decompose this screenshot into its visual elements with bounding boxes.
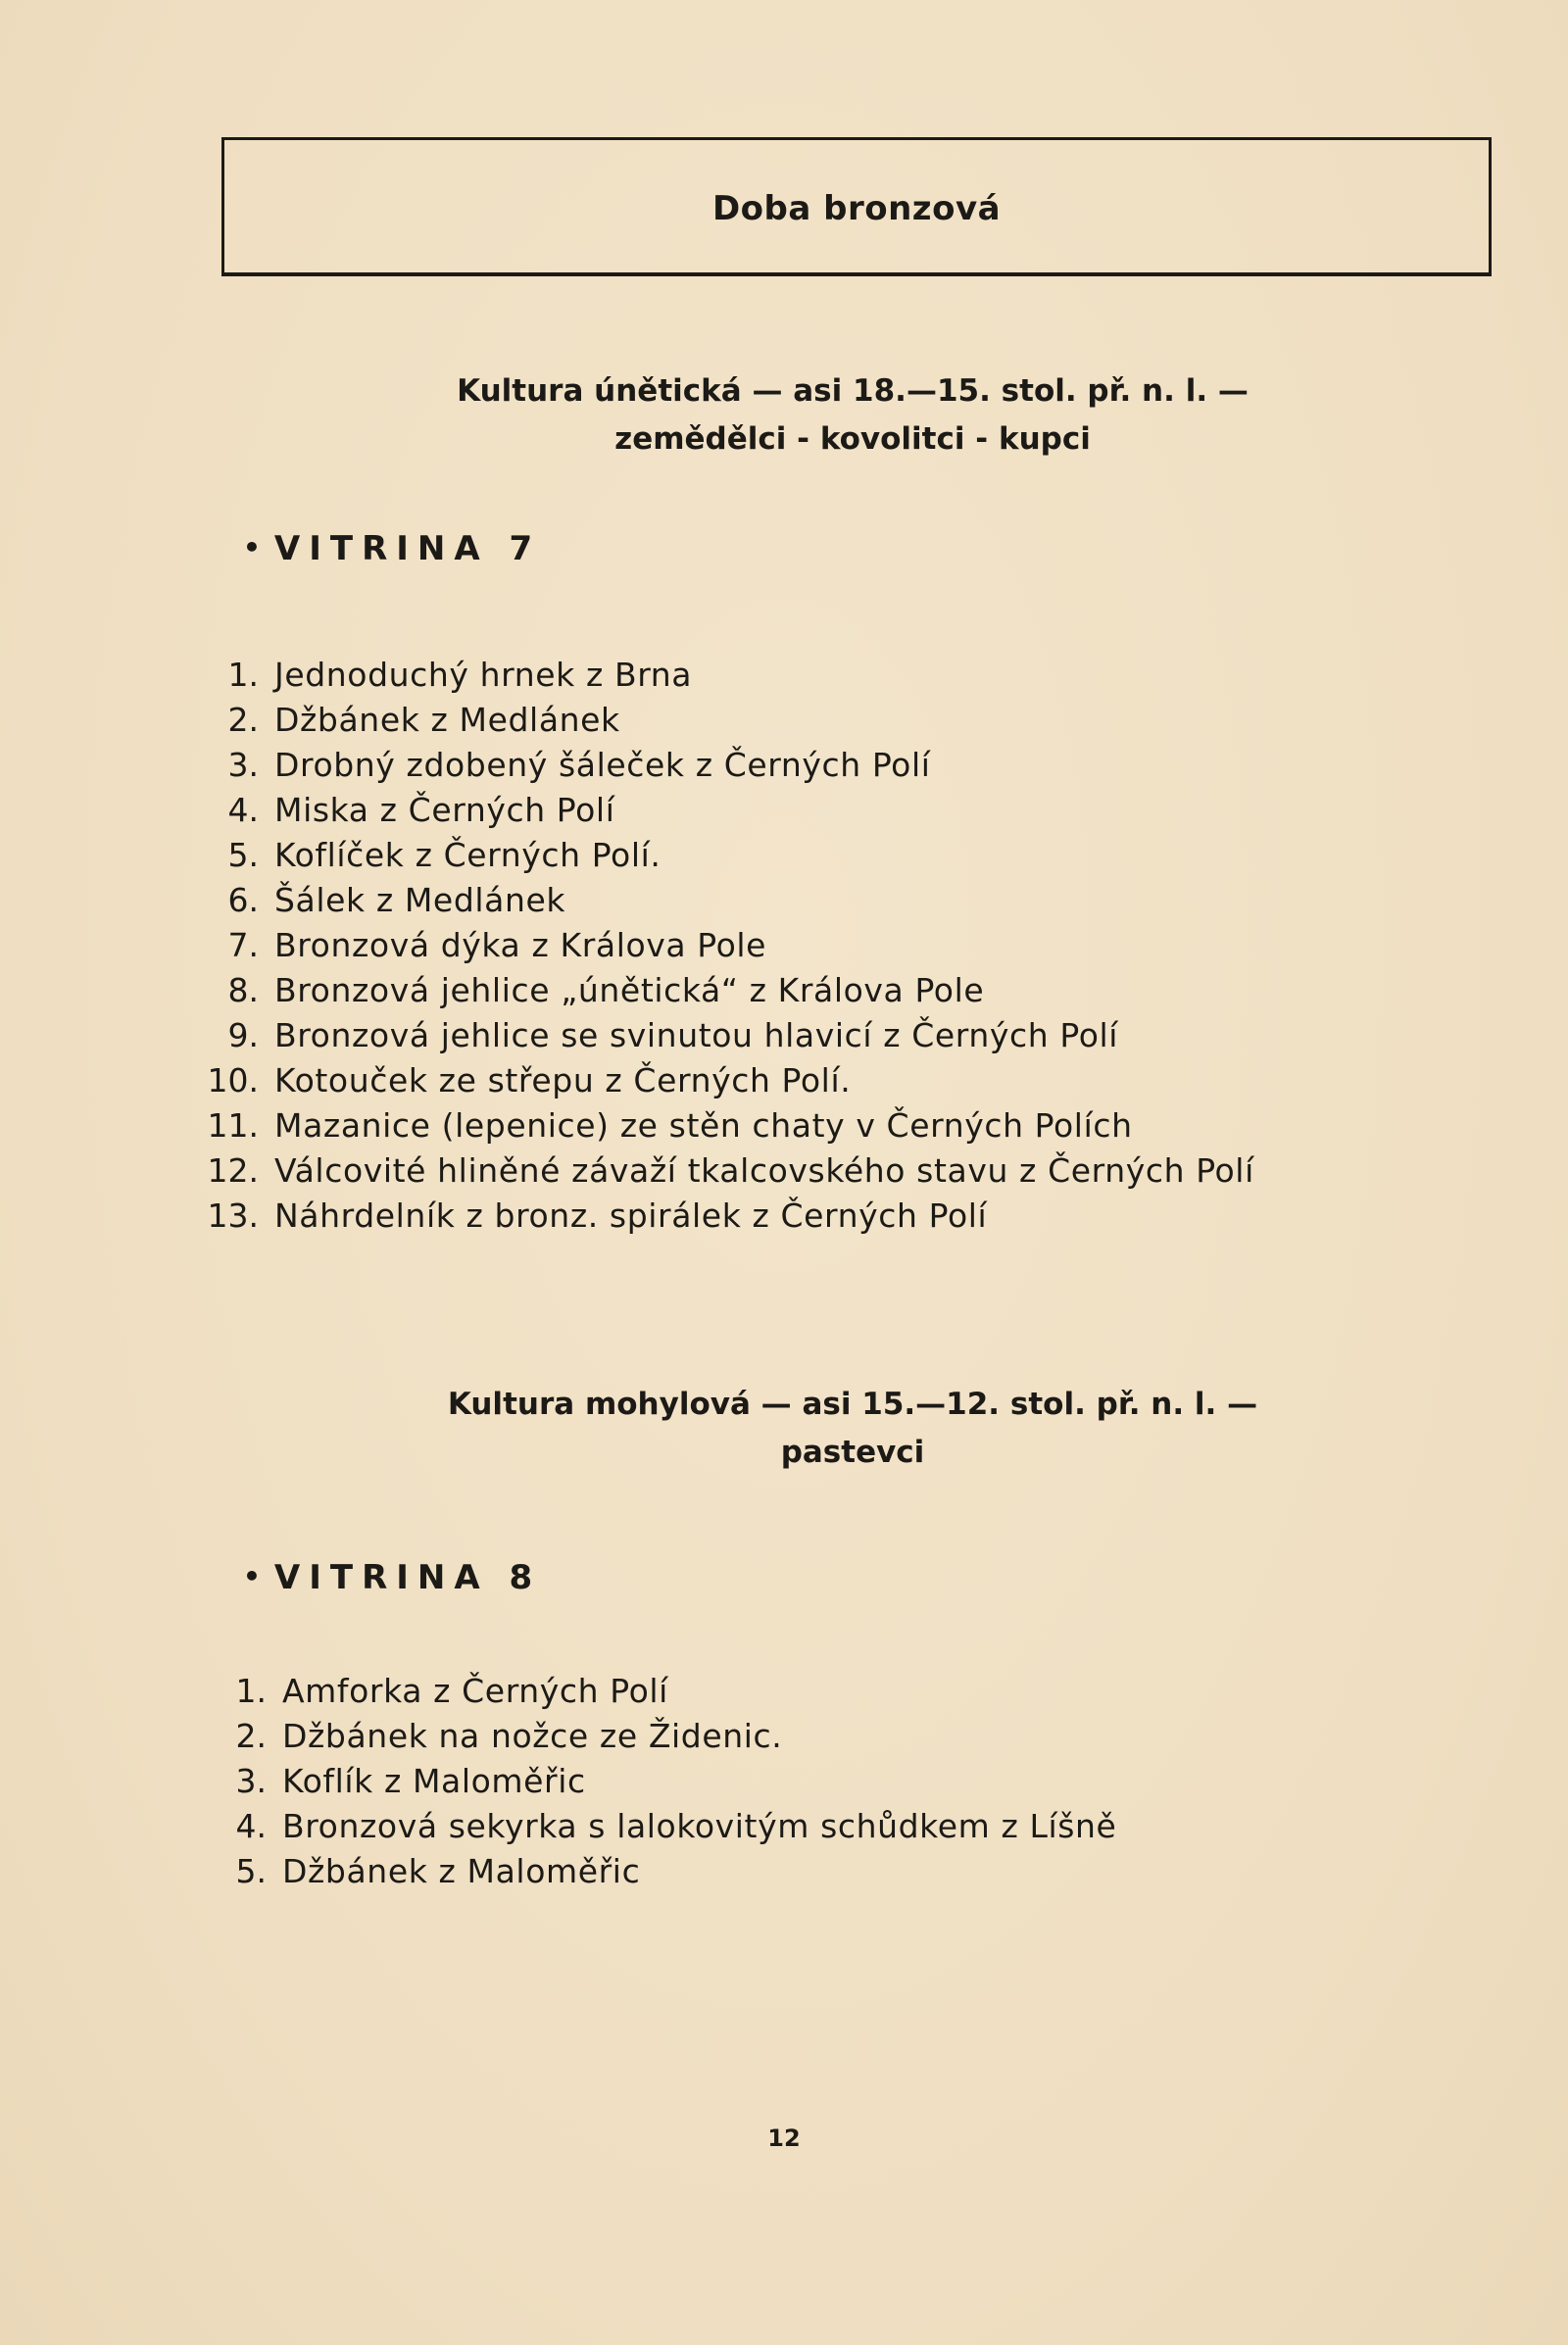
- item-number: 1.: [227, 656, 259, 694]
- page-title: Doba bronzová: [711, 189, 1002, 228]
- item-number: 5.: [235, 1852, 267, 1890]
- item-text: Bronzová dýka z Králova Pole: [274, 926, 767, 964]
- item-text: Drobný zdobený šáleček z Černých Polí: [274, 746, 931, 784]
- item-text: Džbánek z Medlánek: [274, 701, 620, 739]
- item-number: 4.: [227, 791, 259, 829]
- title-box: [221, 137, 1492, 276]
- item-number: 2.: [227, 701, 259, 739]
- bullet-icon: •: [243, 531, 261, 563]
- item-number: 13.: [207, 1197, 259, 1235]
- item-number: 5.: [227, 836, 259, 874]
- item-text: Miska z Černých Polí: [274, 791, 615, 829]
- item-number: 10.: [207, 1061, 259, 1099]
- page-number: 12: [767, 2125, 801, 2152]
- item-text: Kotouček ze střepu z Černých Polí.: [274, 1061, 852, 1099]
- item-text: Bronzová sekyrka s lalokovitým schůdkem z Líšně: [282, 1807, 1117, 1845]
- item-text: Amforka z Černých Polí: [282, 1672, 668, 1710]
- item-text: Jednoduchý hrnek z Brna: [274, 656, 693, 694]
- item-text: Bronzová jehlice se svinutou hlavicí z Černých Polí: [274, 1016, 1119, 1054]
- item-text: Náhrdelník z bronz. spirálek z Černých Polí: [274, 1197, 988, 1235]
- culture-heading-line-2: pastevci: [780, 1435, 925, 1470]
- vitrina-label: VITRINA 8: [273, 1558, 542, 1597]
- culture-heading-mohyla: [0, 1381, 1568, 1477]
- item-number: 8.: [227, 971, 259, 1009]
- item-number: 7.: [227, 926, 259, 964]
- vitrina-label: VITRINA 7: [273, 529, 542, 568]
- vitrina-8-heading: [243, 1558, 541, 1597]
- item-text: Mazanice (lepenice) ze stěn chaty v Černých Polích: [274, 1106, 1133, 1145]
- culture-heading-unetice: [0, 367, 1568, 464]
- item-text: Válcovité hliněné závaží tkalcovského stavu z Černých Polí: [274, 1151, 1254, 1190]
- item-number: 2.: [235, 1717, 267, 1755]
- item-number: 4.: [235, 1807, 267, 1845]
- item-number: 11.: [207, 1106, 259, 1145]
- culture-heading-line-2: zemědělci - kovolitci - kupci: [614, 421, 1091, 457]
- item-number: 3.: [235, 1762, 267, 1800]
- vitrina-7-heading: [243, 529, 541, 568]
- item-number: 6.: [227, 881, 259, 919]
- bullet-icon: •: [243, 1560, 261, 1592]
- item-text: Džbánek na nožce ze Židenic.: [282, 1717, 783, 1755]
- item-number: 3.: [227, 746, 259, 784]
- item-number: 12.: [207, 1151, 259, 1190]
- item-number: 9.: [227, 1016, 259, 1054]
- item-text: Bronzová jehlice „únětická“ z Králova Pole: [274, 971, 985, 1009]
- culture-heading-line-1: Kultura únětická — asi 18.—15. stol. př. n. l. —: [457, 373, 1249, 409]
- culture-heading-line-1: Kultura mohylová — asi 15.—12. stol. př. n. l. —: [447, 1387, 1258, 1422]
- item-text: Koflíček z Černých Polí.: [274, 836, 662, 874]
- item-text: Koflík z Maloměřic: [282, 1762, 586, 1800]
- item-number: 1.: [235, 1672, 267, 1710]
- item-text: Džbánek z Maloměřic: [282, 1852, 641, 1890]
- item-text: Šálek z Medlánek: [274, 881, 566, 919]
